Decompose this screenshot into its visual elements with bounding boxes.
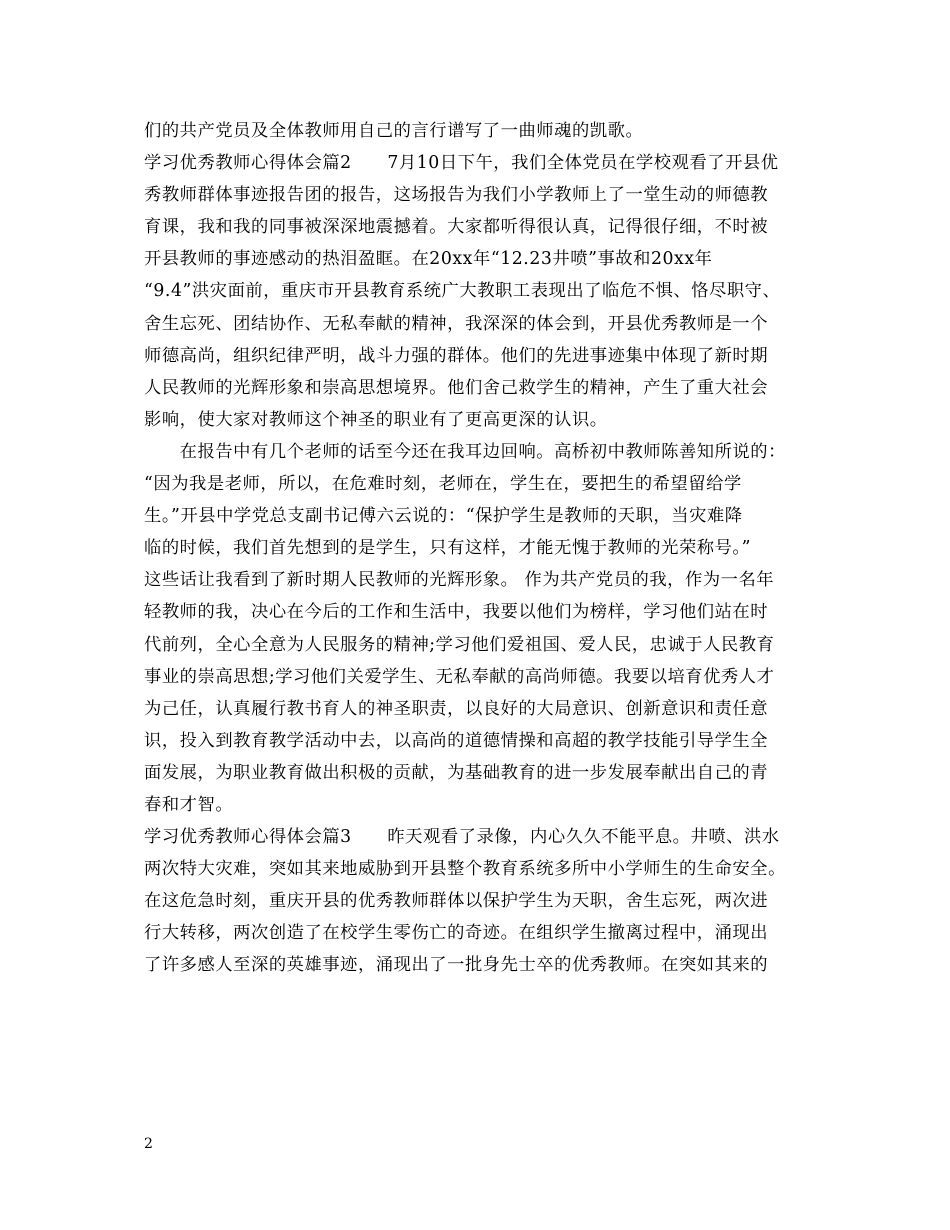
text-line: 育课，我和我的同事被深深地震撼着。大家都听得很认真，记得很仔细，不时被 xyxy=(144,217,769,238)
text-line: 生。”开县中学党总支副书记傅六云说的：“保护学生是教师的天职，当灾难降 xyxy=(144,506,743,527)
text-line: 学习优秀教师心得体会篇3 昨天观看了录像，内心久久不能平息。井喷、洪水 xyxy=(144,827,780,848)
text-line: 影响，使大家对教师这个神圣的职业有了更高更深的认识。 xyxy=(144,409,608,430)
page-number: 2 xyxy=(144,1136,153,1152)
text-line: 这些话让我看到了新时期人民教师的光辉形象。 作为共产党员的我，作为一名年 xyxy=(144,570,775,591)
text-line: 面发展，为职业教育做出积极的贡献，为基础教育的进一步发展奉献出自己的青 xyxy=(144,762,769,783)
text-line: 春和才智。 xyxy=(144,794,234,815)
text-line: 了许多感人至深的英雄事迹，涌现出了一批身先士卒的优秀教师。在突如其来的 xyxy=(144,955,769,976)
text-line: 轻教师的我，决心在今后的工作和生活中，我要以他们为榜样，学习他们站在时 xyxy=(144,602,769,623)
text-line: 们的共产党员及全体教师用自己的言行谱写了一曲师魂的凯歌。 xyxy=(144,121,644,141)
text-line: “9.4”洪灾面前，重庆市开县教育系统广大教职工表现出了临危不惧、恪尽职守、 xyxy=(144,281,781,302)
body-text xyxy=(144,115,834,982)
text-line: 学习优秀教师心得体会篇2 7月10日下午，我们全体党员在学校观看了开县优 xyxy=(144,153,779,174)
text-line: 舍生忘死、团结协作、无私奉献的精神，我深深的体会到，开县优秀教师是一个 xyxy=(144,313,769,334)
text-line: “因为我是老师，所以，在危难时刻，老师在，学生在，要把生的希望留给学 xyxy=(144,474,742,495)
text-line: 识，投入到教育教学活动中去，以高尚的道德情操和高超的教学技能引导学生全 xyxy=(144,730,769,751)
text-line: 在报告中有几个老师的话至今还在我耳边回响。高桥初中教师陈善知所说的： xyxy=(144,441,786,462)
text-line: 开县教师的事迹感动的热泪盈眶。在20xx年“12.23井喷”事故和20xx年 xyxy=(144,249,713,270)
text-line: 人民教师的光辉形象和崇高思想境界。他们舍己救学生的精神，产生了重大社会 xyxy=(144,377,769,398)
text-line: 临的时候，我们首先想到的是学生，只有这样，才能无愧于教师的光荣称号。” xyxy=(144,538,752,559)
text-line: 秀教师群体事迹报告团的报告，这场报告为我们小学教师上了一堂生动的师德教 xyxy=(144,185,769,206)
text-line: 代前列，全心全意为人民服务的精神;学习他们爱祖国、爱人民，忠诚于人民教育 xyxy=(144,634,775,655)
text-line: 行大转移，两次创造了在校学生零伤亡的奇迹。在组织学生撤离过程中，涌现出 xyxy=(144,923,769,944)
text-line: 为己任，认真履行教书育人的神圣职责，以良好的大局意识、创新意识和责任意 xyxy=(144,698,769,719)
text-line: 事业的崇高思想;学习他们关爱学生、无私奉献的高尚师德。我要以培育优秀人才 xyxy=(144,666,775,687)
text-line: 两次特大灾难，突如其来地威胁到开县整个教育系统多所中小学师生的生命安全。 xyxy=(144,859,786,880)
text-line: 在这危急时刻，重庆开县的优秀教师群体以保护学生为天职，舍生忘死，两次进 xyxy=(144,891,769,912)
text-line: 师德高尚，组织纪律严明，战斗力强的群体。他们的先进事迹集中体现了新时期 xyxy=(144,345,769,366)
